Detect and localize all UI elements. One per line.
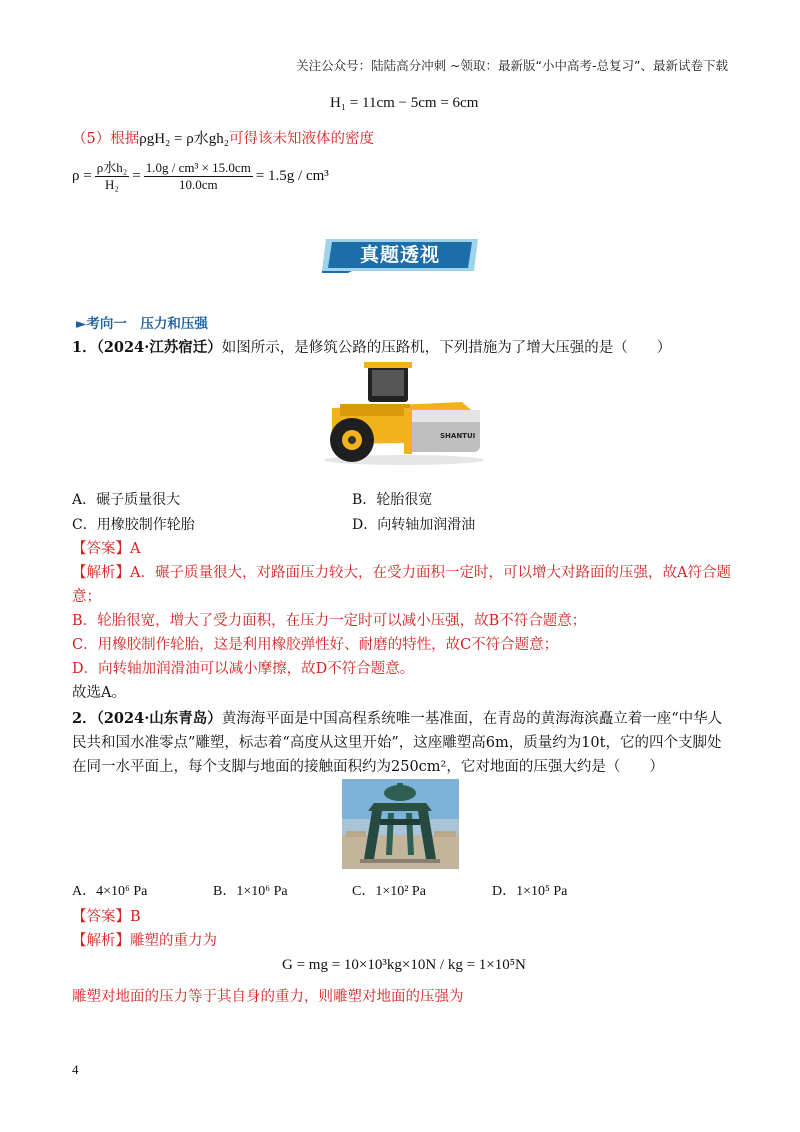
- roller-brand-label: SHANTUI: [440, 432, 476, 440]
- q2-option-c: C．1×10² Pa: [352, 884, 426, 899]
- q2-source: （2024·山东青岛）: [96, 710, 222, 727]
- q1-source: （2024·江苏宿迁）: [96, 339, 222, 356]
- q2-answer: [72, 906, 141, 928]
- q2-answer-tag: 【答案】: [72, 909, 130, 925]
- q1-option-d: D．向转轴加润滑油: [352, 517, 476, 533]
- rho-num2: 1.0g / cm³ × 15.0cm: [145, 160, 251, 175]
- step5-line: [72, 128, 374, 150]
- rho-fraction-2: [144, 160, 253, 193]
- q2-option-d: D．1×10⁵ Pa: [492, 884, 568, 899]
- page-number: 4: [72, 1062, 79, 1077]
- q2-option-b: B．1×10⁶ Pa: [213, 884, 288, 899]
- rho-num: ρ水h₂: [96, 160, 128, 175]
- q1-option-c: C．用橡胶制作轮胎: [72, 517, 195, 533]
- q1-analysis-3: C．用橡胶制作轮胎，这是利用橡胶弹性好、耐磨的特性，故C不符合题意；: [72, 637, 559, 653]
- sculpture-graphic: [342, 779, 459, 869]
- q2-analysis-1: [72, 930, 217, 952]
- gravity-equation: G = mg = 10×10³kg×10N / kg = 1×10⁵N: [282, 957, 526, 973]
- banner-title: 真题透视: [359, 244, 440, 266]
- step5-label: （5）根据: [72, 131, 140, 147]
- rho-den2: 10.0cm: [178, 177, 218, 192]
- q2-option-a: A．4×10⁶ Pa: [72, 884, 148, 899]
- rho-eq: =: [132, 168, 141, 184]
- q1-conclusion: 故选A。: [72, 685, 126, 701]
- q1-analysis-1: [72, 562, 731, 584]
- q2-analysis-2: 雕塑对地面的压力等于其自身的重力，则雕塑对地面的压强为: [72, 989, 464, 1005]
- page-header: 关注公众号：陆陆高分冲刺 ~领取：最新版“小中高考-总复习”、最新试卷下载: [296, 58, 728, 73]
- q1-analysis-tag: 【解析】: [72, 565, 130, 581]
- q1-answer: [72, 538, 140, 560]
- step5-formula: ρgH₂ = ρ水gh₂: [139, 131, 229, 147]
- sculpture-image: [342, 779, 459, 869]
- step5-text: 可得该未知液体的密度: [228, 131, 374, 147]
- q1-stem: [72, 337, 671, 359]
- section-banner: [322, 237, 478, 273]
- q1-answer-value: A: [130, 541, 141, 557]
- q2-analysis-1-text: 雕塑的重力为: [130, 933, 217, 949]
- q1-option-a: A．碾子质量很大: [72, 492, 181, 508]
- rho-den: H₂: [105, 177, 119, 192]
- road-roller-image: [312, 358, 492, 468]
- q1-number: 1．: [72, 339, 97, 356]
- q2-stem-1: [72, 708, 722, 730]
- q1-answer-tag: 【答案】: [72, 541, 130, 557]
- q1-analysis-1-text: A．碾子质量很大，对路面压力较大，在受力面积一定时，可以增大对路面的压强，故A符合题: [130, 565, 731, 581]
- q2-analysis-tag: 【解析】: [72, 933, 130, 949]
- rho-lhs: ρ =: [72, 168, 92, 184]
- road-roller-graphic: [312, 358, 492, 468]
- rho-result: = 1.5g / cm³: [255, 168, 329, 184]
- h1-equation: H₁ = 11cm − 5cm = 6cm: [330, 95, 479, 111]
- q1-analysis-1b: 意；: [72, 589, 101, 605]
- density-equation: [72, 160, 329, 193]
- q2-answer-value: B: [130, 909, 141, 925]
- q2-stem-2: 民共和国水准零点”雕塑，标志着“高度从这里开始”，这座雕塑高6m，质量约为10t，它的四个支脚处: [72, 735, 722, 751]
- section-title: ►考向一 压力和压强: [76, 316, 208, 332]
- q1-option-b: B．轮胎很宽: [352, 492, 433, 508]
- q2-text-1: 黄海海平面是中国高程系统唯一基准面，在青岛的黄海海滨矗立着一座“中华人: [221, 711, 723, 727]
- q1-analysis-4: D．向转轴加润滑油可以减小摩擦，故D不符合题意。: [72, 661, 415, 677]
- q1-text: 如图所示，是修筑公路的压路机，下列措施为了增大压强的是（ ）: [221, 340, 672, 356]
- rho-fraction-1: [95, 160, 130, 193]
- q2-number: 2．: [72, 710, 97, 727]
- q1-analysis-2: B．轮胎很宽，增大了受力面积，在压力一定时可以减小压强，故B不符合题意；: [72, 613, 587, 629]
- q2-stem-3: 在同一水平面上，每个支脚与地面的接触面积约为250cm²，它对地面的压强大约是（ ）: [72, 759, 664, 775]
